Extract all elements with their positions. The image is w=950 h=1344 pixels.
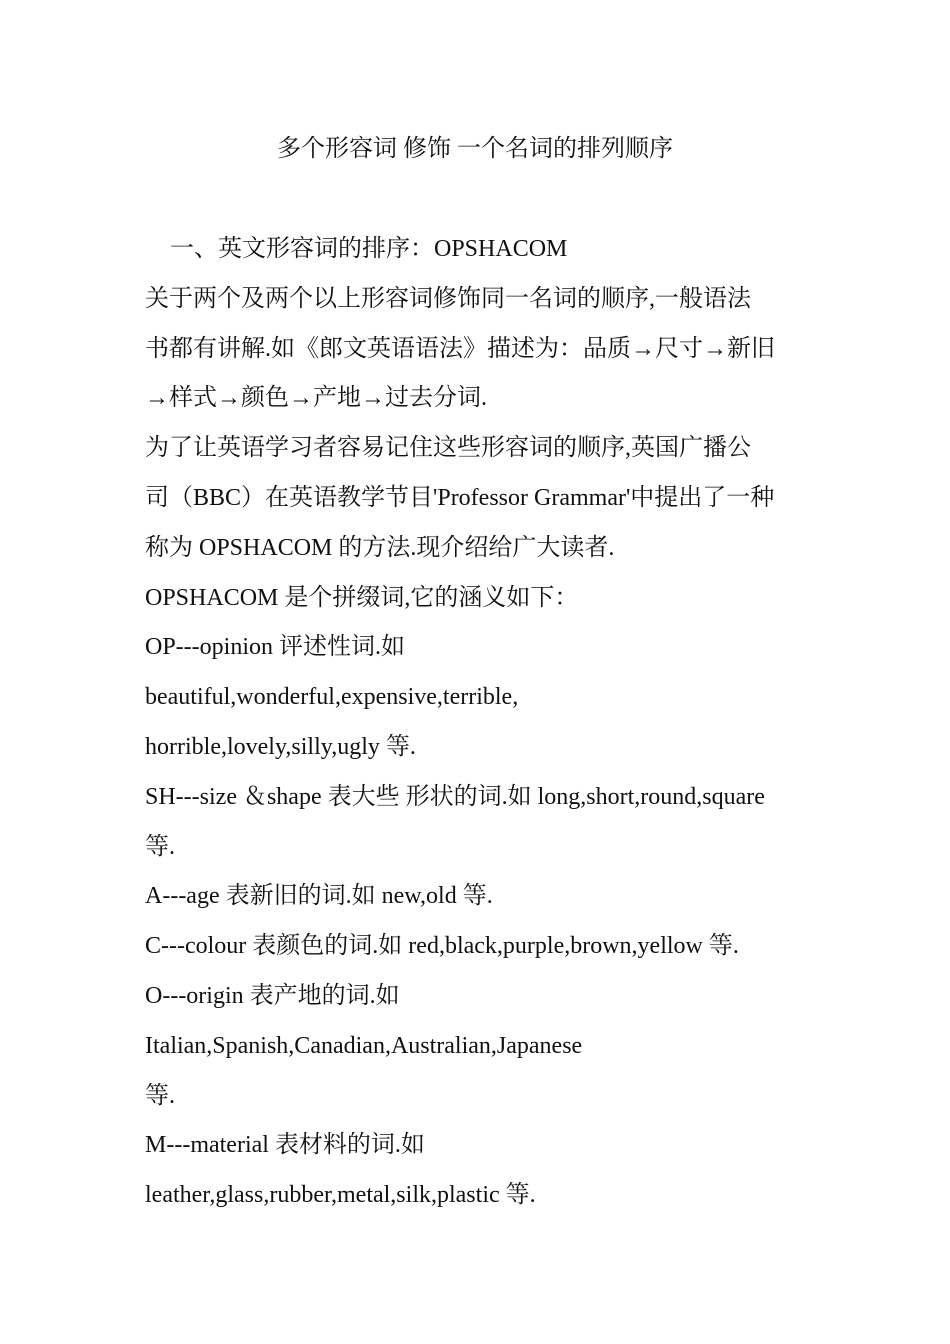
paragraph-line: →样式→颜色→产地→过去分词. xyxy=(145,385,487,412)
paragraph-line: SH---size ＆shape 表大些 形状的词.如 long,short,round,square xyxy=(145,783,765,810)
paragraph-line: leather,glass,rubber,metal,silk,plastic 等. xyxy=(145,1182,536,1209)
paragraph-line: 等. xyxy=(145,833,175,860)
paragraph-line: 等. xyxy=(145,1082,175,1109)
section-heading: 一、英文形容词的排序：OPSHACOM xyxy=(170,236,568,262)
paragraph-line: beautiful,wonderful,expensive,terrible, xyxy=(145,684,519,711)
paragraph-line: 关于两个及两个以上形容词修饰同一名词的顺序,一般语法 xyxy=(145,285,751,312)
paragraph-line: OPSHACOM 是个拼缀词,它的涵义如下： xyxy=(145,584,579,611)
document-body xyxy=(145,231,815,1227)
paragraph-line: horrible,lovely,silly,ugly 等. xyxy=(145,733,416,760)
paragraph-line: OP---opinion 评述性词.如 xyxy=(145,634,405,661)
paragraph-line: O---origin 表产地的词.如 xyxy=(145,982,400,1009)
paragraph-line: M---material 表材料的词.如 xyxy=(145,1132,425,1159)
paragraph-line: Italian,Spanish,Canadian,Australian,Japanese xyxy=(145,1032,583,1059)
paragraph-line: 司（BBC）在英语教学节目'Professor Grammar'中提出了一种 xyxy=(145,484,775,511)
paragraph-line: 称为 OPSHACOM 的方法.现介绍给广大读者. xyxy=(145,534,615,561)
paragraph-line: C---colour 表颜色的词.如 red,black,purple,brown,yellow 等. xyxy=(145,933,739,960)
paragraph-line: 为了让英语学习者容易记住这些形容词的顺序,英国广播公 xyxy=(145,435,751,462)
paragraph-line: A---age 表新旧的词.如 new,old 等. xyxy=(145,883,493,910)
document-title: 多个形容词 修饰 一个名词的排列顺序 xyxy=(277,136,673,162)
paragraph-line: 书都有讲解.如《郎文英语语法》描述为：品质→尺寸→新旧 xyxy=(145,335,775,362)
